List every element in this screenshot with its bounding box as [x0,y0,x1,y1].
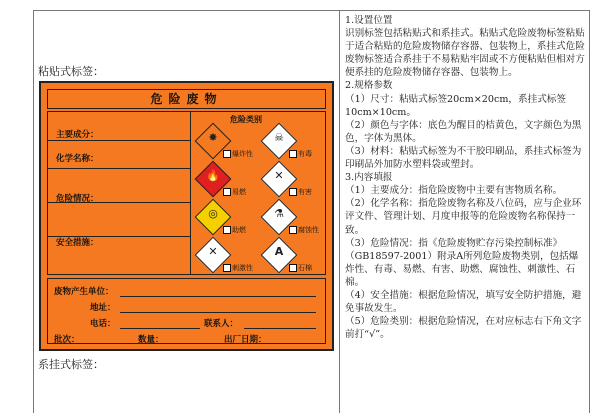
hazardous-waste-label [39,81,334,351]
label-producer-section [47,278,326,344]
hazard-checkbox[interactable] [289,149,312,159]
instruction-paragraph: （3）材料：粘贴式标签为不干胶印刷品，系挂式标签为印刷品外加防水塑料袋或塑封。 [345,145,582,171]
field-chemical-name: 化学名称： [56,154,99,164]
instruction-paragraph: 1.设置位置 [345,15,393,26]
instruction-paragraph: （2）颜色与字体：底色为醒目的桔黄色，文字颜色为黑色，字体为黑体。 [345,119,582,144]
contact-field: 联系人： [204,319,239,329]
hazard-label: 刺激性 [232,264,253,272]
hazard-label: 腐蚀性 [298,226,319,234]
oxidizer-icon: ◎ [195,199,231,235]
hazard-checkbox[interactable] [223,187,246,197]
instruction-paragraph: （4）安全措施：根据危险情况，填写安全防护措施，避免事故发生。 [345,289,582,315]
phone-field: 电话： [90,319,116,329]
instruction-paragraph: （1）主要成分：指危险废物中主要有害物质名称。 [345,185,563,197]
hazard-label: 石棉 [298,264,312,272]
batch-field: 批次： [54,335,80,345]
hazard-category-title: 危险类别 [230,115,262,124]
hazard-checkbox[interactable] [223,263,253,273]
address-field: 地址： [90,303,116,313]
instructions-text [345,14,585,341]
hazard-label: 爆炸性 [232,150,253,158]
hazard-label: 助燃 [232,226,246,234]
field-hazard-situation: 危险情况： [56,194,99,204]
document-table [33,10,590,413]
asbestos-icon: A [261,237,297,273]
instruction-paragraph: （3）危险情况：指《危险废物贮存污染控制标准》（GB18597-2001）附录A所列危险废物类别，包括爆炸性、有毒、易燃、有害、助燃、腐蚀性、刺激性、石棉。 [345,237,579,288]
hazard-checkbox[interactable] [289,263,312,273]
instruction-paragraph: 3.内容填报 [345,172,393,184]
hazard-label: 有害 [298,188,312,196]
hazard-checkbox[interactable] [223,149,253,159]
instruction-paragraph: 识别标签包括粘贴式和系挂式。粘贴式危险废物标签粘贴于适合粘贴的危险废物储存容器、包装物上，系挂式危险废物标签适合系挂于不易粘贴牢固或不方便粘贴但相对方便系挂的危险废物储存容器、包装物上。 [345,28,585,79]
instruction-paragraph: 2.规格参数 [345,80,393,92]
corrosive-icon: ⚗ [261,199,297,235]
hazard-label: 易燃 [232,188,246,196]
sticker-caption: 粘贴式标签： [38,65,104,78]
toxic-icon: ☠ [261,123,297,159]
hazard-checkbox[interactable] [289,225,319,235]
column-divider [339,11,340,413]
field-main-components: 主要成分： [56,130,99,140]
producer-field: 废物产生单位： [54,287,114,297]
hazard-checkbox[interactable] [223,225,246,235]
field-safety-measures: 安全措施： [56,238,99,248]
quantity-field: 数量： [138,335,164,345]
hazard-label: 有毒 [298,150,312,158]
irritant-icon: ✕ [195,237,231,273]
date-field: 出厂日期： [224,335,267,345]
instruction-paragraph: （1）尺寸：粘贴式标签20cm×20cm，系挂式标签10cm×10cm。 [345,93,566,118]
flammable-icon: 🔥 [195,161,231,197]
hazard-checkbox[interactable] [289,187,312,197]
instruction-paragraph: （2）化学名称：指危险废物名称及八位码，应与企业环评文件、管理计划、月度申报等的危险废物名称保持一致。 [345,198,582,236]
label-title: 危险废物 [47,89,326,109]
hanging-caption: 系挂式标签： [38,358,104,371]
instruction-paragraph: （5）危险类别：根据危险情况，在对应标志右下角文字前打“√”。 [345,316,582,341]
explosive-icon: ✸ [195,123,231,159]
harmful-icon: ✕ [261,161,297,197]
